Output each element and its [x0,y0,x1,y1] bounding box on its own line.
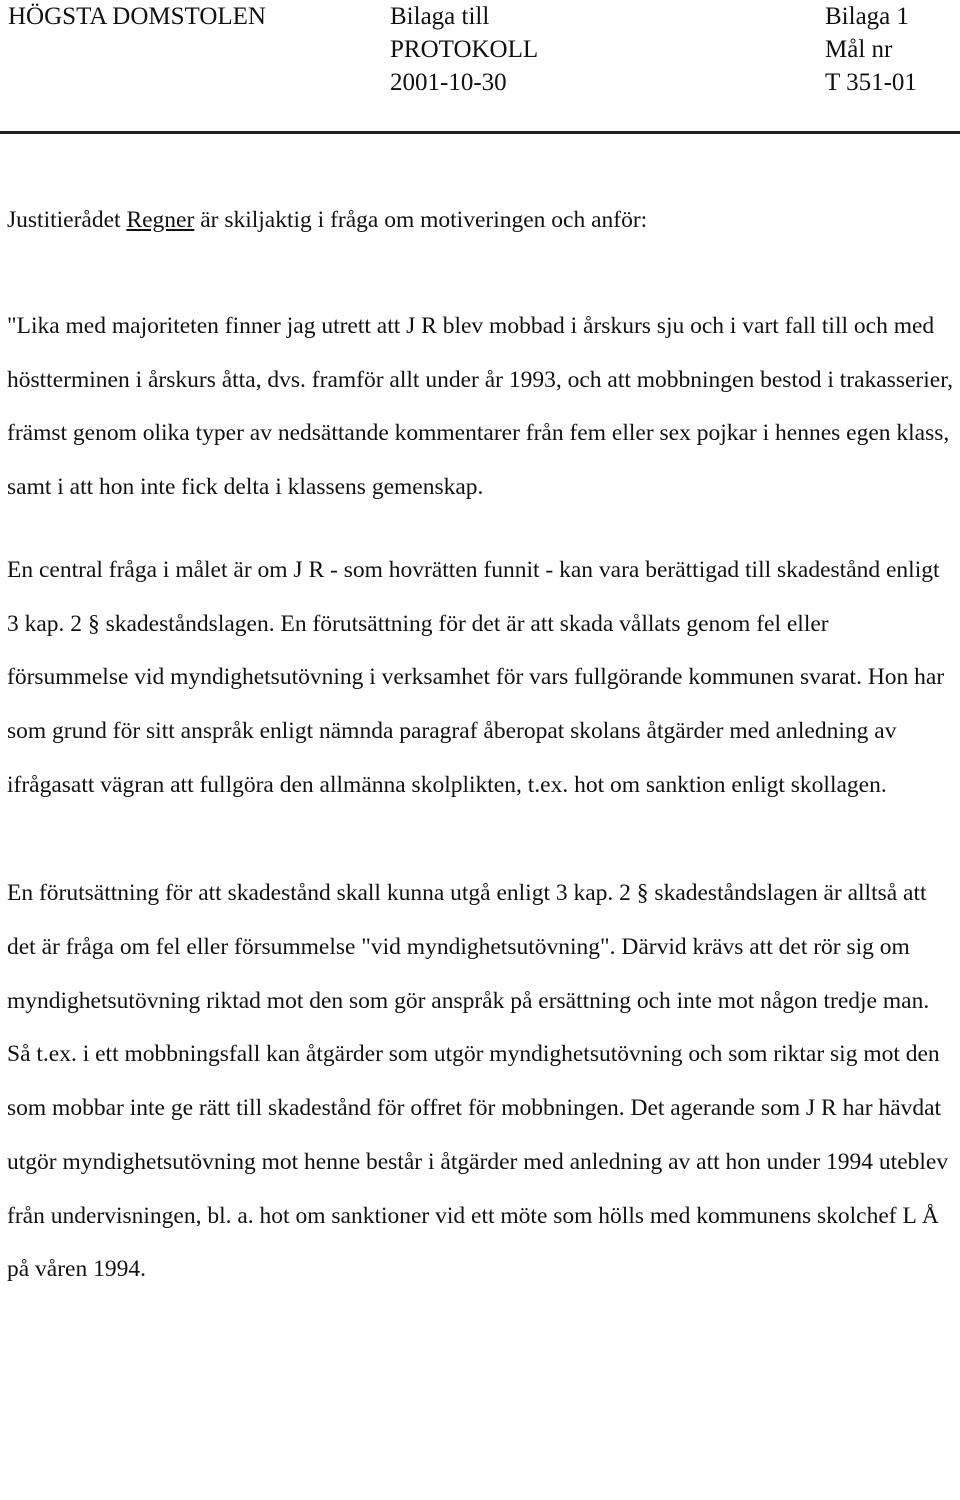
intro-prefix: Justitierådet [7,207,127,233]
paragraph-3-part-b: skadeståndslagen är alltså att det är fråga om fel eller försummelse "vid myndighetsutövning". Därvid krävs att det rör sig om myndighetsutövning riktad mot den som gör anspråk på ersättning och inte mot någon tredje man. Så t.ex. i ett mobbningsfall kan åtgärder som utgör myndighetsutövning och som riktar sig mot den som mobbar inte ge rätt till skadestånd för offret för mobbningen. Det agerande som J R har hävdat utgör myndighetsutövning mot henne består i åtgärder med anledning av att hon under 1994 uteblev från undervisningen, bl. a. hot om sanktioner vid ett möte som hölls med kommunens skolchef L Å på våren 1994. [7,880,949,1283]
paragraph-3 [7,867,953,1297]
section-sign: § [87,610,100,637]
intro-suffix: är skiljaktig i fråga om motiveringen och anför: [194,207,648,233]
court-name: HÖGSTA DOMSTOLEN [8,3,266,30]
case-label: Mål nr [825,36,893,63]
justice-name: Regner [126,207,195,233]
document-header [0,0,960,140]
paragraph-3-part-a: En förutsättning för att skadestånd skall kunna utgå enligt 3 kap. 2 [7,880,637,907]
paragraph-2-part-a: En central fråga i målet är om J R - som hovrätten funnit - kan vara berättigad till skadestånd enligt 3 kap. 2 [7,556,940,637]
spacer [7,812,953,867]
attachment-line-1: Bilaga till [390,3,490,30]
spacer [7,240,953,300]
header-left [8,0,266,33]
case-number: T 351-01 [825,69,917,96]
intro-line [7,200,953,240]
section-sign: § [636,880,649,907]
paragraph-2-part-b: skadeståndslagen. En förutsättning för det är att skada vållats genom fel eller försummelse vid myndighetsutövning i verksamhet för vars fullgörande kommunen svarat. Hon har som grund för sitt anspråk enligt nämnda paragraf åberopat skolans åtgärder med anledning av ifrågasatt vägran att fullgöra den allmänna skolplikten, t.ex. hot om sanktion enligt skollagen. [7,610,945,798]
document-body [7,200,953,1297]
header-divider [0,131,960,134]
header-center [390,0,538,99]
paragraph-1: "Lika med majoriteten finner jag utrett att J R blev mobbad i årskurs sju och i vart fall till och med höstterminen i årskurs åtta, dvs. framför allt under år 1993, och att mobbningen bestod i trakasserier, främst genom olika typer av nedsättande kommentarer från fem eller sex pojkar i hennes egen klass, samt i att hon inte fick delta i klassens gemenskap. [7,313,953,501]
paragraph-2 [7,544,953,813]
attachment-line-2: PROTOKOLL [390,36,539,63]
protocol-date: 2001-10-30 [390,69,507,96]
header-right [825,0,917,99]
appendix-label: Bilaga 1 [825,3,910,30]
spacer [7,515,953,544]
